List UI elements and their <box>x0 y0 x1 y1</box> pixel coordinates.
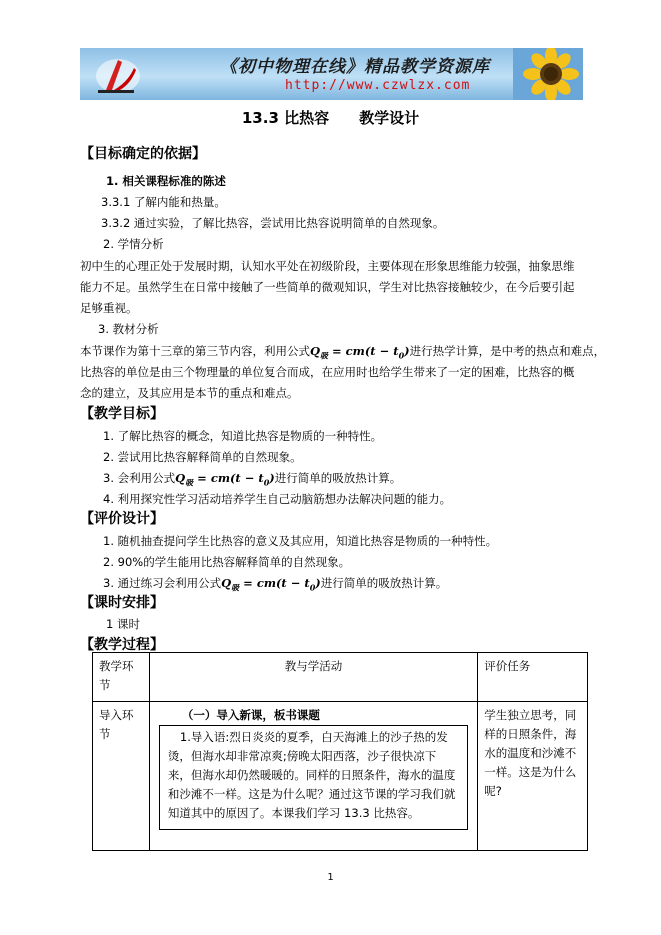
standard-item-2: 3.3.2 通过实验，了解比热容，尝试用比热容说明简单的自然现象。 <box>101 216 445 230</box>
learning-line-1: 初中生的心理正处于发展时期，认知水平处在初级阶段，主要体现在形象思维能力较强，抽象思维 <box>80 259 575 273</box>
heat-formula: $Q_吸 = cm(t - t_0)$ <box>175 471 275 488</box>
eval-item-2: 2. 90%的学生能用比热容解释简单的自然现象。 <box>103 555 351 569</box>
eval-3-text-a: 3. 通过练习会利用公式 <box>103 576 222 590</box>
logo-icon <box>88 52 144 96</box>
page-title <box>0 107 661 128</box>
header-stage: 教学环节 <box>93 653 150 702</box>
goal-item-2: 2. 尝试用比热容解释简单的自然现象。 <box>103 450 302 464</box>
sunflower-icon <box>513 48 583 100</box>
material-line-3: 念的建立，及其应用是本节的重点和难点。 <box>80 386 299 400</box>
activity-text: 1.导入语:烈日炎炎的夏季，白天海滩上的沙子热的发烫，但海水却非常凉爽;傍晚太阳西落，沙子很快凉下来，但海水却仍然暖暖的。同样的日照条件，海水的温度和沙滩不一样。这是为什么呢？通过这节课的学习我们就知道其中的原因了。本课我们学习 13.3 比热容。 <box>167 730 456 820</box>
activity-text-box <box>159 725 468 830</box>
eval-item-1: 1. 随机抽查提问学生比热容的意义及其应用，知道比热容是物质的一种特性。 <box>103 534 498 548</box>
goal-3-text-b: 进行简单的吸放热计算。 <box>274 471 402 485</box>
goal-3-text-a: 3. 会利用公式 <box>103 471 176 485</box>
task-cell: 学生独立思考，同样的日照条件，海水的温度和沙滩不一样。这是为什么呢? <box>478 702 588 851</box>
section-heading-schedule: 【课时安排】 <box>80 595 164 611</box>
activity-cell <box>149 702 477 851</box>
goal-item-4: 4. 利用探究性学习活动培养学生自己动脑筋想办法解决问题的能力。 <box>103 492 452 506</box>
title-part-2: 教学设计 <box>359 109 420 127</box>
material-text-a: 本节课作为第十三章的第三节内容，利用公式 <box>80 344 310 358</box>
goal-item-3 <box>103 471 401 489</box>
section-heading-process: 【教学过程】 <box>80 637 164 653</box>
activity-title: （一）导入新课，板书课题 <box>181 708 320 722</box>
header-banner <box>80 48 583 100</box>
teaching-process-table <box>92 652 588 851</box>
goal-item-1: 1. 了解比热容的概念，知道比热容是物质的一种特性。 <box>103 429 383 443</box>
heat-formula: $Q_吸 = cm(t - t_0)$ <box>310 344 410 361</box>
eval-3-text-b: 进行简单的吸放热计算。 <box>320 576 448 590</box>
material-line-2: 比热容的单位是由三个物理量的单位复合而成，在应用时也给学生带来了一定的困难，比热容的概 <box>80 365 575 379</box>
material-text-b: 进行热学计算，是中考的热点和难点， <box>409 344 606 358</box>
heat-formula: $Q_吸 = cm(t - t_0)$ <box>221 576 321 593</box>
material-line-1 <box>80 344 605 362</box>
section-heading-basis: 【目标确定的依据】 <box>80 146 206 162</box>
page-number: 1 <box>327 872 334 883</box>
section-heading-goals: 【教学目标】 <box>80 406 164 422</box>
subheading-material: 3. 教材分析 <box>98 322 159 336</box>
title-part-1: 13.3 比热容 <box>241 109 330 127</box>
section-heading-evaluation: 【评价设计】 <box>80 511 164 527</box>
standard-item-1: 3.3.1 了解内能和热量。 <box>101 195 226 209</box>
learning-line-2: 能力不足。虽然学生在日常中接触了一些简单的微观知识，学生对比热容接触较少，在今后要引起 <box>80 280 575 294</box>
learning-line-3: 足够重视。 <box>80 301 138 315</box>
table-row <box>93 702 588 851</box>
banner-url: http://www.czwlzx.com <box>285 78 471 93</box>
banner-title: 《初中物理在线》精品教学资源库 <box>220 57 490 77</box>
schedule-value: 1 课时 <box>106 617 140 631</box>
stage-cell: 导入环节 <box>93 702 150 851</box>
header-task: 评价任务 <box>478 653 588 702</box>
header-activity: 教与学活动 <box>149 653 477 702</box>
subheading-standards: 1. 相关课程标准的陈述 <box>106 174 226 188</box>
subheading-learning: 2. 学情分析 <box>103 237 164 251</box>
table-header-row <box>93 653 588 702</box>
